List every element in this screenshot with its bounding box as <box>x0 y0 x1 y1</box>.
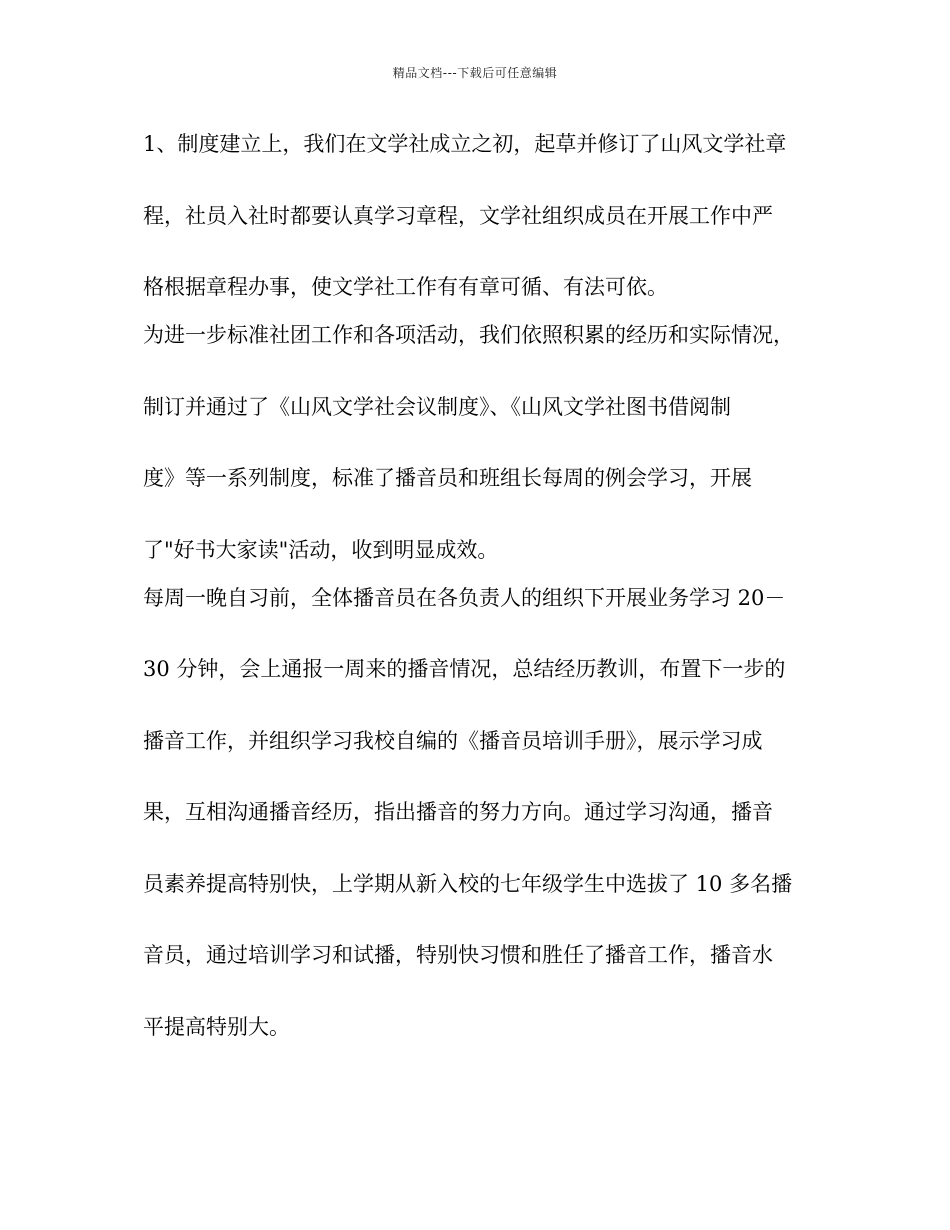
text-line: 30 分钟，会上通报一周来的播音情况，总结经历教训，布置下一步的 <box>143 657 786 681</box>
text-line: 格根据章程办事，使文学社工作有有章可循、有法可依。 <box>143 275 668 299</box>
text-line: 制订并通过了《山风文学社会议制度》、《山风文学社图书借阅制 <box>143 394 731 419</box>
text-line: 程，社员入社时都要认真学习章程，文学社组织成员在开展工作中严 <box>143 203 773 228</box>
text-line: 音员，通过培训学习和试播，特别快习惯和胜任了播音工作，播音水 <box>143 943 773 967</box>
paragraph-2 <box>143 317 833 569</box>
text-line: 播音工作，并组织学习我校自编的《播音员培训手册》，展示学习成 <box>143 728 763 753</box>
document-body <box>143 126 833 1046</box>
paragraph-3 <box>143 580 833 1046</box>
text-line: 了"好书大家读"活动，收到明显成效。 <box>143 537 499 562</box>
text-line: 1、制度建立上，我们在文学社成立之初，起草并修订了山风文学社章 <box>143 132 787 156</box>
page-header: 精品文档---下载后可任意编辑 <box>392 66 558 80</box>
text-line: 平提高特别大。 <box>143 1014 290 1039</box>
text-line: 每周一晚自习前，全体播音员在各负责人的组织下开展业务学习 20－ <box>143 585 786 610</box>
text-line: 为进一步标准社团工作和各项活动，我们依照积累的经历和实际情况， <box>143 323 794 347</box>
paragraph-1 <box>143 126 833 306</box>
text-line: 度》等一系列制度，标准了播音员和班组长每周的例会学习，开展 <box>143 466 752 490</box>
text-line: 果，互相沟通播音经历，指出播音的努力方向。通过学习沟通，播音 <box>143 800 773 824</box>
text-line: 员素养提高特别快，上学期从新入校的七年级学生中选拔了 10 多名播 <box>143 871 793 896</box>
